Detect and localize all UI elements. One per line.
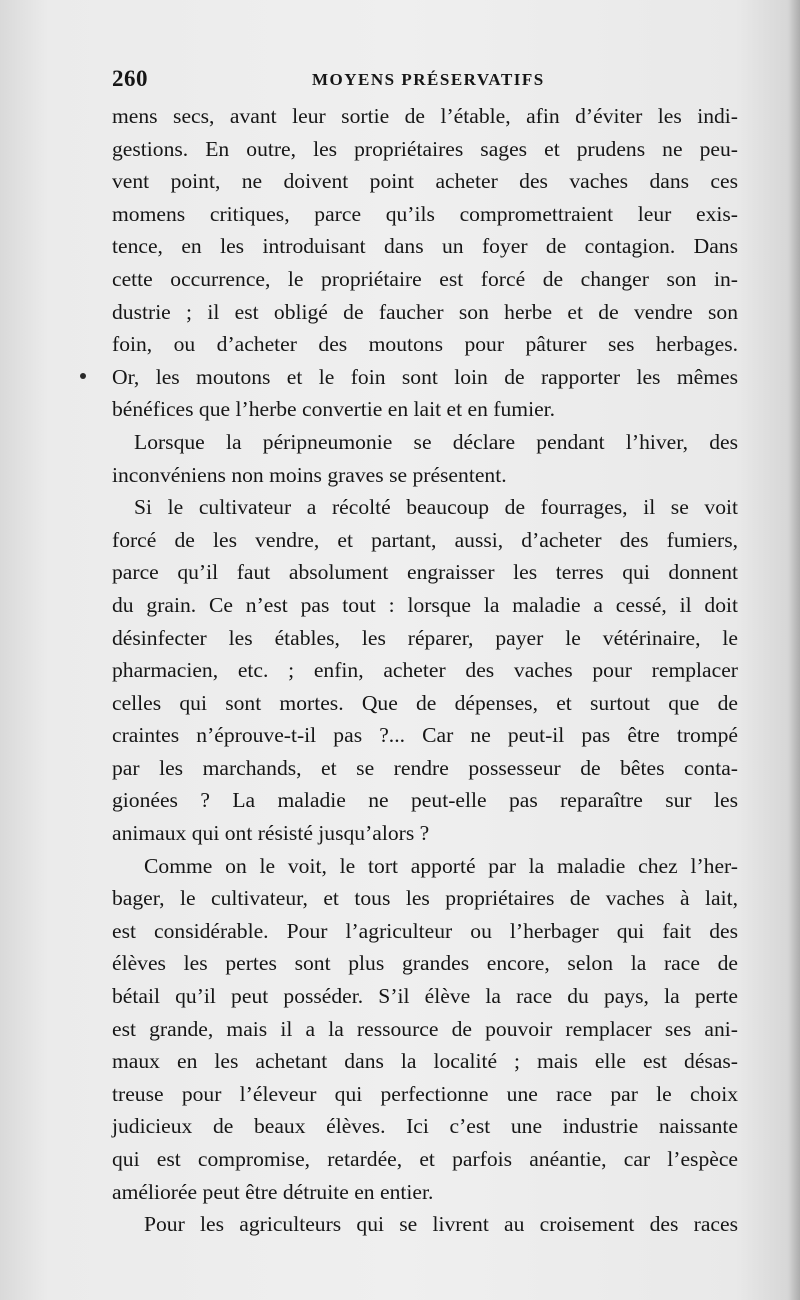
text-line: Lorsque la péripneumonie se déclare pendant l’hiver, des [134, 429, 738, 454]
margin-mark [80, 373, 86, 379]
text-line: Comme on le voit, le tort apporté par la maladie chez l’her- [144, 853, 738, 878]
text-line: gestions. En outre, les propriétaires sages et prudens ne peu- [112, 136, 738, 161]
text-line: forcé de les vendre, et partant, aussi, d’acheter des fumiers, [112, 527, 738, 552]
text-line: bétail qu’il peut posséder. S’il élève la race du pays, la perte [112, 984, 738, 1009]
text-line: mens secs, avant leur sortie de l’étable, afin d’éviter les indi- [112, 104, 738, 128]
text-line: tence, en les introduisant dans un foyer de contagion. Dans [112, 234, 738, 259]
text-line: vent point, ne doivent point acheter des vaches dans ces [112, 169, 738, 194]
text-line: maux en les achetant dans la localité ; mais elle est désas- [112, 1049, 738, 1074]
text-line: animaux qui ont résisté jusqu’alors ? [112, 821, 430, 846]
running-title: MOYENS PRÉSERVATIFS [312, 70, 545, 89]
text-line: dustrie ; il est obligé de faucher son herbe et de vendre son [112, 299, 738, 324]
text-line: Si le cultivateur a récolté beaucoup de fourrages, il se voit [134, 495, 738, 520]
page-number: 260 [112, 66, 148, 91]
text-line: celles qui sont mortes. Que de dépenses, et surtout que de [112, 690, 738, 715]
text-line: parce qu’il faut absolument engraisser les terres qui donnent [112, 560, 738, 585]
text-line: qui est compromise, retardée, et parfois anéantie, car l’espèce [112, 1147, 738, 1171]
text-line: bénéfices que l’herbe convertie en lait et en fumier. [112, 397, 556, 422]
text-line: par les marchands, et se rendre possesseur de bêtes conta- [112, 755, 738, 780]
text-line: pharmacien, etc. ; enfin, acheter des vaches pour remplacer [112, 658, 738, 683]
page-header [112, 66, 732, 98]
text-line: élèves les pertes sont plus grandes encore, selon la race de [112, 951, 738, 976]
text-line: inconvéniens non moins graves se présentent. [112, 462, 507, 487]
text-line: gionées ? La maladie ne peut-elle pas reparaître sur les [112, 788, 738, 813]
text-line: est considérable. Pour l’agriculteur ou l’herbager qui fait des [112, 918, 738, 943]
text-line: Or, les moutons et le foin sont loin de rapporter les mêmes [112, 364, 738, 389]
text-line: judicieux de beaux élèves. Ici c’est une industrie naissante [112, 1114, 738, 1139]
text-line: craintes n’éprouve-t-il pas ?... Car ne peut-il pas être trompé [112, 723, 738, 748]
text-line: cette occurrence, le propriétaire est forcé de changer son in- [112, 266, 738, 291]
text-line: est grande, mais il a la ressource de pouvoir remplacer ses ani- [112, 1016, 738, 1041]
text-line: treuse pour l’éleveur qui perfectionne une race par le choix [112, 1081, 738, 1106]
text-line: momens critiques, parce qu’ils compromettraient leur exis- [112, 201, 738, 226]
body-text [112, 100, 738, 1241]
text-line: foin, ou d’acheter des moutons pour pâturer ses herbages. [112, 332, 738, 357]
text-line: Pour les agriculteurs qui se livrent au croisement des races [144, 1212, 738, 1237]
page-edge-shadow [788, 0, 800, 1300]
text-line: du grain. Ce n’est pas tout : lorsque la maladie a cessé, il doit [112, 592, 738, 617]
text-line: améliorée peut être détruite en entier. [112, 1179, 434, 1204]
text-line: bager, le cultivateur, et tous les propriétaires de vaches à lait, [112, 886, 738, 911]
text-line: désinfecter les étables, les réparer, payer le vétérinaire, le [112, 625, 738, 650]
